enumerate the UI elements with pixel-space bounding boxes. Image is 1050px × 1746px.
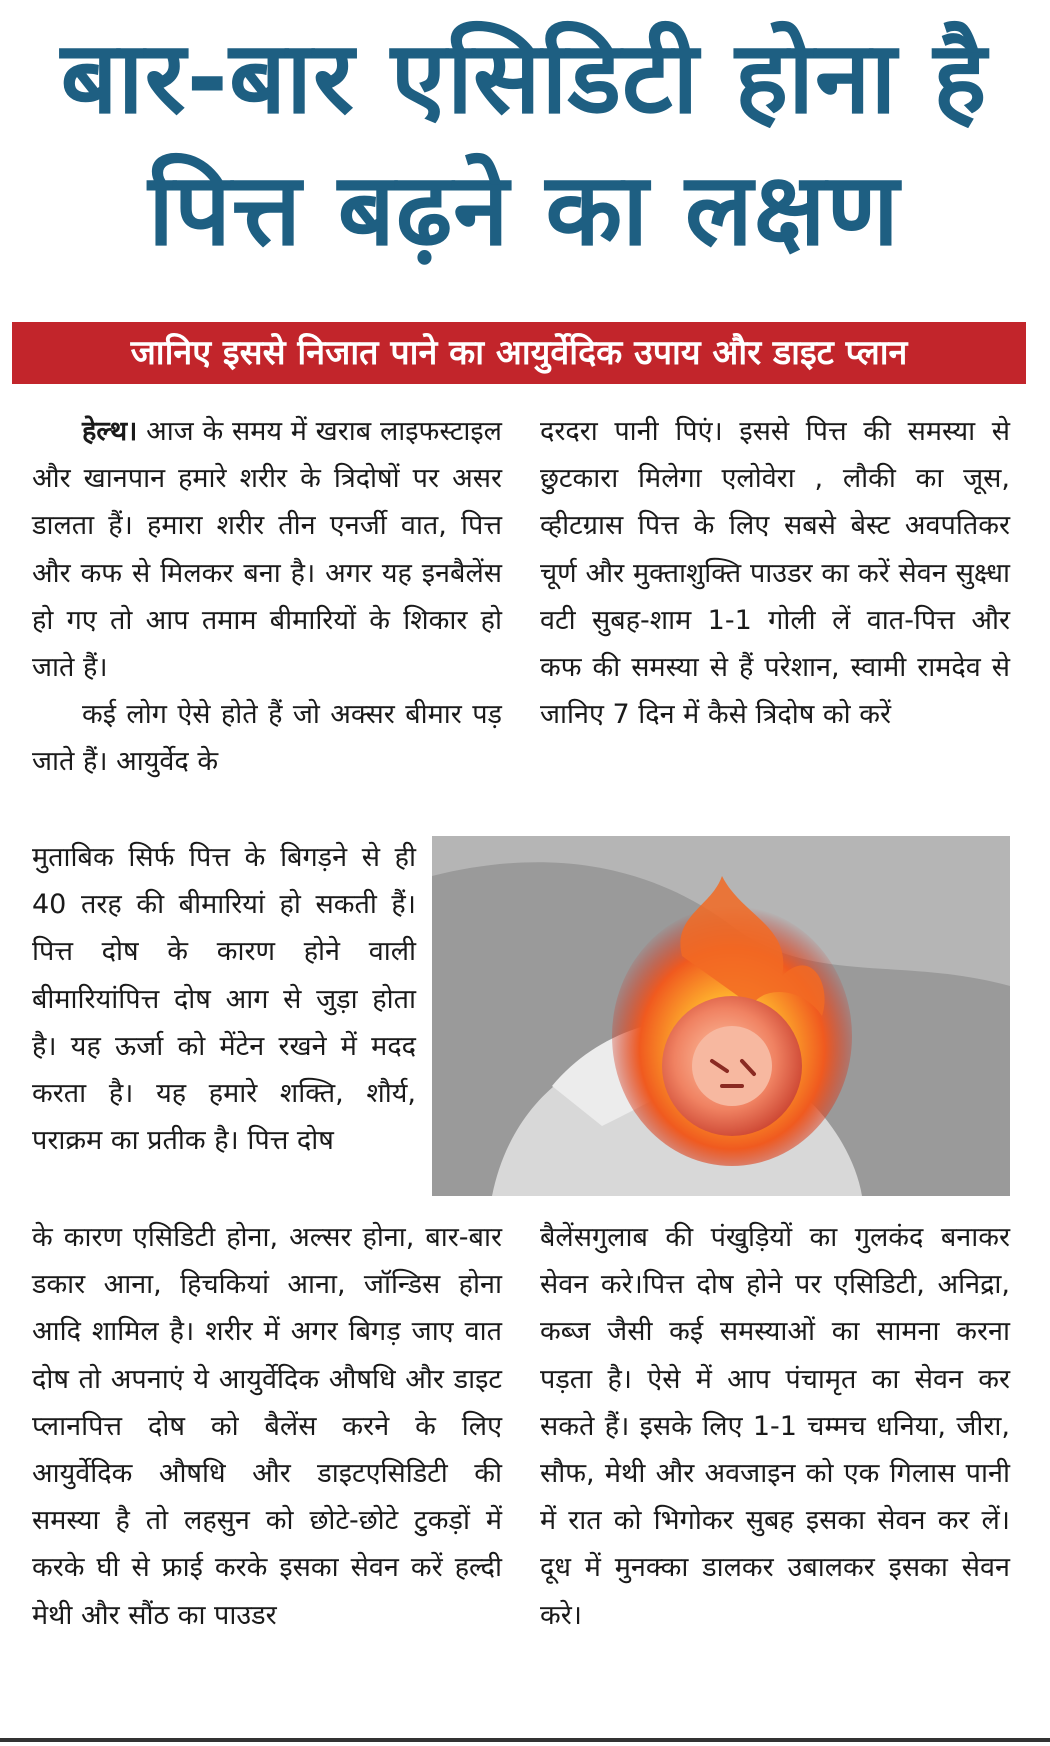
article-col2-paragraph-2: बैलेंसगुलाब की पंखुड़ियों का गुलकंद बनाकर सेवन करे।पित्त दोष होने पर एसिडिटी, अनिद्रा, कब्ज जैसी कई समस्याओं का सामना करना पड़ता है। ऐसे में आप पंचामृत का सेवन कर सकते हैं। इसके लिए 1-1 चम्मच धनिया, जीरा, सौफ, मेथी और अवजाइन को एक गिलास पानी में रात को भिगोकर सुबह इसका सेवन कर लें। दूध में मुनक्का डालकर उबालकर इसका सेवन करे। [540, 1222, 1010, 1631]
subheadline-bar: जानिए इससे निजात पाने का आयुर्वेदिक उपाय और डाइट प्लान [12, 322, 1026, 384]
article-col1-bottom [32, 1214, 502, 1639]
article-col1-wrap [32, 834, 416, 1164]
article-col2-paragraph-1: दरदरा पानी पिएं। इससे पित्त की समस्या से छुटकारा मिलेगा एलोवेरा , लौकी का जूस, व्हीटग्रास पित्त के लिए सबसे बेस्ट अवपतिकर चूर्ण और मुक्ताशुक्ति पाउडर का करें सेवन सुक्ष्धा वटी सुबह-शाम 1-1 गोली लें वात-पित्त और कफ की समस्या से हैं परेशान, स्वामी रामदेव से जानिए 7 दिन में कैसे त्रिदोष को करें [540, 416, 1010, 731]
article-col2-top [540, 408, 1010, 738]
article-col2-bottom [540, 1214, 1010, 1639]
article-paragraph-2: कई लोग ऐसे होते हैं जो अक्सर बीमार पड़ जाते हैं। आयुर्वेद के [32, 699, 502, 778]
headline-line-2: पित्त बढ़ने का लक्षण [148, 151, 900, 268]
page-bottom-rule [0, 1738, 1050, 1742]
headline-line-1: बार-बार एसिडिटी होना है [60, 19, 988, 136]
article-paragraph-2-cont: मुताबिक सिर्फ पित्त के बिगड़ने से ही 40 तरह की बीमारियां हो सकती हैं। पित्त दोष के कारण होने वाली बीमारियांपित्त दोष आग से जुड़ा होता है। यह ऊर्जा को मेंटेन रखने में मदद करता है। यह हमारे शक्ति, शौर्य, पराक्रम का प्रतीक है। पित्त दोष [32, 842, 416, 1157]
article-paragraph-1: आज के समय में खराब लाइफस्टाइल और खानपान हमारे शरीर के त्रिदोषों पर असर डालता हैं। हमारा शरीर तीन एनर्जी वात, पित्त और कफ से मिलकर बना है। अगर यह इनबैलेंस हो गए तो आप तमाम बीमारियों के शिकार हो जाते हैं। [32, 416, 502, 684]
heartburn-illustration [432, 836, 1010, 1196]
dateline: हेल्थ। [82, 416, 138, 447]
article-photo [432, 836, 1010, 1196]
article-col1-top [32, 408, 502, 786]
article-paragraph-2-end: के कारण एसिडिटी होना, अल्सर होना, बार-बार डकार आना, हिचकियां आना, जॉन्डिस होना आदि शामिल है। शरीर में अगर बिगड़ जाए वात दोष तो अपनाएं ये आयुर्वेदिक औषधि और डाइट प्लानपित्त दोष को बैलेंस करने के लिए आयुर्वेदिक औषधि और डाइटएसिडिटी की समस्या है तो लहसुन को छोटे-छोटे टुकड़ों में करके घी से फ्राई करके इसका सेवन करें हल्दी मेथी और सौंठ का पाउडर [32, 1222, 502, 1631]
